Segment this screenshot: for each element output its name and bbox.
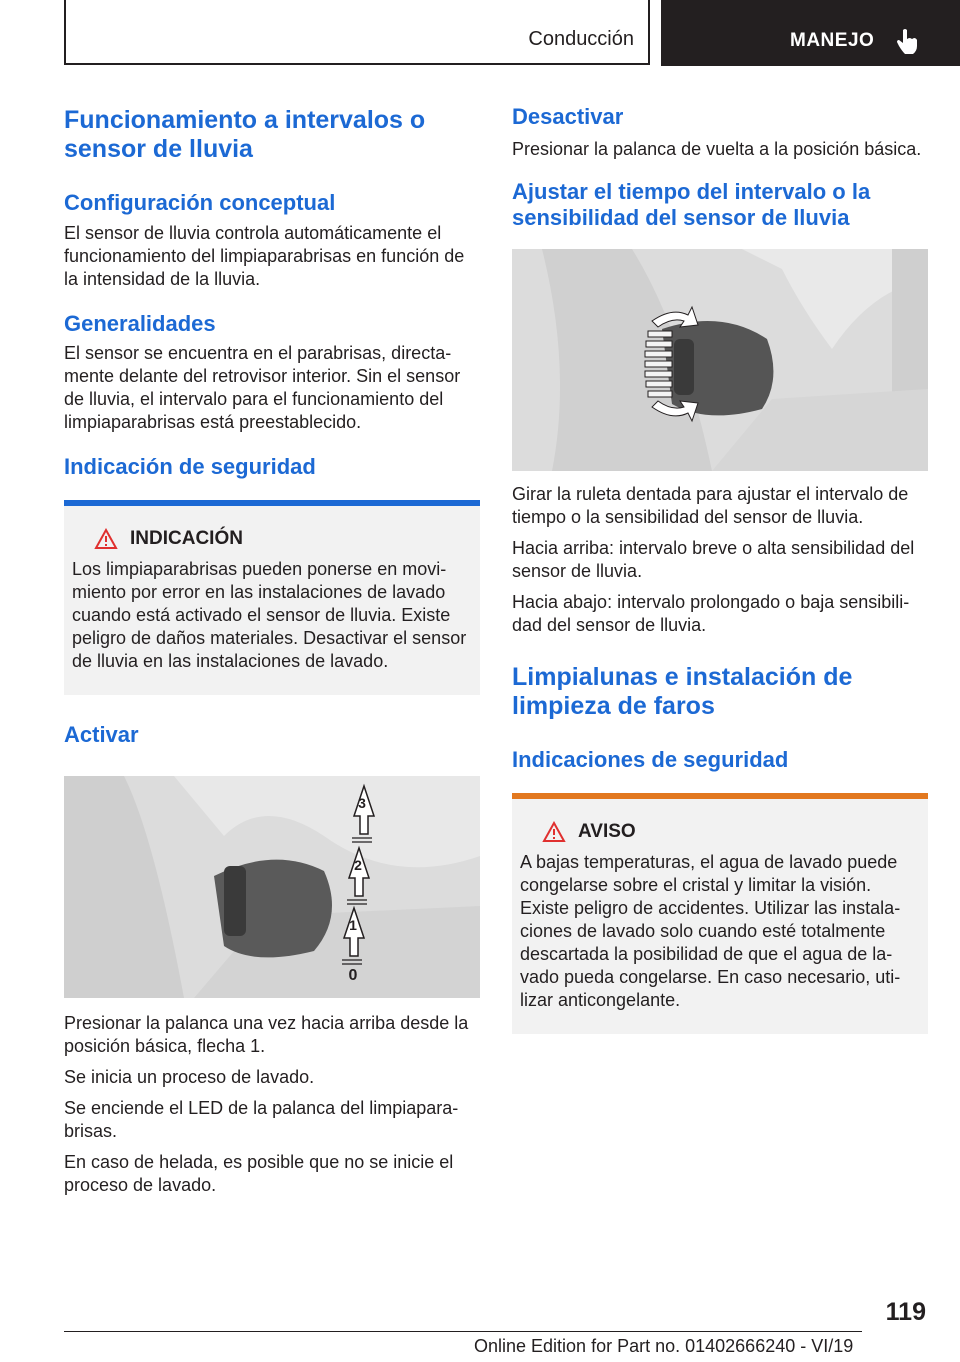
warning-triangle-icon bbox=[94, 528, 118, 550]
text-adjust-3: Hacia abajo: intervalo prolongado o baja sensibilidad del sensor de lluvia. bbox=[512, 592, 910, 635]
text-deactivate: Presionar la palanca de vuelta a la posición básica. bbox=[512, 139, 922, 159]
note-label: INDICACIÓN bbox=[130, 528, 243, 549]
header-rule-mid bbox=[648, 0, 650, 64]
heading-safety-note: Indicación de seguridad bbox=[64, 454, 316, 479]
left-column bbox=[64, 100, 480, 1197]
text-adjust-1: Girar la ruleta dentada para ajustar el intervalo de tiempo o la sensibilidad del sensor de lluvia. bbox=[512, 484, 909, 527]
heading-intervals-rain-sensor: Funcionamiento a intervalos o sensor de lluvia bbox=[64, 106, 426, 163]
right-column bbox=[512, 100, 928, 1034]
page-header bbox=[0, 0, 960, 66]
note-text: Los limpiaparabrisas pueden ponerse en movimiento por error en las instalaciones de lavado cuando está activado el sensor de lluvia. Existe peligro de daños materiales. Desactivar el sensor de lluvia en las instalaciones de lavado. bbox=[72, 559, 467, 671]
figure-label-1: 1 bbox=[349, 917, 357, 933]
warning-label: AVISO bbox=[578, 821, 636, 842]
figure-label-0: 0 bbox=[348, 967, 358, 984]
warning-box bbox=[512, 793, 928, 1034]
figure-label-2: 2 bbox=[354, 857, 362, 873]
activate-figure bbox=[64, 776, 480, 998]
warning-triangle-icon bbox=[542, 821, 566, 843]
edition-note: Online Edition for Part no. 01402666240 - VI/19 bbox=[474, 1336, 854, 1356]
warning-title bbox=[542, 821, 922, 843]
page-number: 119 bbox=[885, 1298, 926, 1326]
text-concept: El sensor de lluvia controla automáticamente el funcionamiento del limpiaparabrisas en función de la intensidad de la lluvia. bbox=[64, 223, 465, 289]
adjust-figure bbox=[512, 249, 928, 471]
text-activate-1: Presionar la palanca una vez hacia arriba desde la posición básica, flecha 1. bbox=[64, 1013, 469, 1056]
heading-general: Generalidades bbox=[64, 311, 216, 336]
text-activate-3: Se enciende el LED de la palanca del limpiaparabrisas. bbox=[64, 1098, 459, 1141]
warning-text: A bajas temperaturas, el agua de lavado puede congelarse sobre el cristal y limitar la visión. Existe peligro de accidentes. Utilizar las instalaciones de lavado solo cuando esté totalmente descartada la posibilidad de que el agua de lavado pueda congelarse. En caso necesario, utilizar anticongelante. bbox=[520, 852, 901, 1010]
heading-concept: Configuración conceptual bbox=[64, 190, 336, 215]
pointing-hand-icon bbox=[896, 28, 918, 54]
heading-deactivate: Desactivar bbox=[512, 104, 624, 129]
text-adjust-2: Hacia arriba: intervalo breve o alta sensibilidad del sensor de lluvia. bbox=[512, 538, 915, 581]
note-box bbox=[64, 500, 480, 695]
note-title bbox=[94, 528, 474, 550]
figure-label-3: 3 bbox=[358, 795, 366, 811]
chapter-title: MANEJO bbox=[790, 30, 875, 51]
header-rule-left bbox=[64, 0, 66, 64]
text-general: El sensor se encuentra en el parabrisas, directamente delante del retrovisor interior. Sin el sensor de lluvia, el intervalo para el funcionamiento del limpiaparabrisas está preestablecido. bbox=[64, 343, 461, 432]
text-activate-4: En caso de helada, es posible que no se inicie el proceso de lavado. bbox=[64, 1152, 454, 1195]
heading-adjust: Ajustar el tiempo del intervalo o la sensibilidad del sensor de lluvia bbox=[512, 179, 871, 230]
heading-headlight-cleaning: Limpialunas e instalación de limpieza de faros bbox=[512, 663, 853, 720]
heading-activate: Activar bbox=[64, 722, 139, 747]
header-rule-bottom bbox=[64, 63, 650, 65]
wiper-lever-figure bbox=[64, 776, 480, 998]
text-activate-2: Se inicia un proceso de lavado. bbox=[64, 1067, 315, 1087]
wiper-wheel-figure bbox=[512, 249, 928, 471]
heading-safety-notes: Indicaciones de seguridad bbox=[512, 747, 789, 772]
section-title: Conducción bbox=[528, 28, 634, 50]
footer-rule bbox=[64, 1331, 862, 1332]
